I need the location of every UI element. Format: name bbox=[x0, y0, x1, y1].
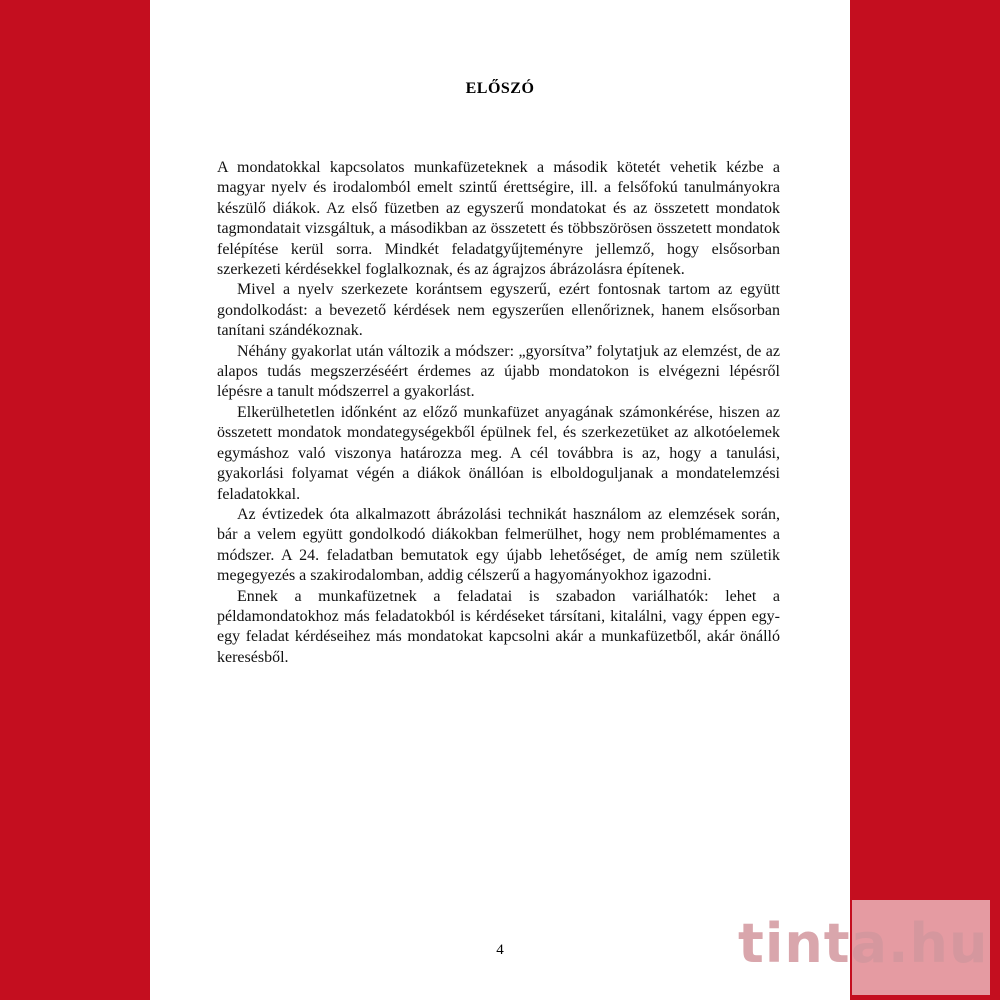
paragraph-4: Elkerülhetetlen időnként az előző munkafüzet anyagának számonkérése, hiszen az összetett mondatok mondategységekből épülnek fel, és szerkezetüket az alkotóelemek egymáshoz való viszonya határozza meg. A cél továbbra is az, hogy a tanulási, gyakorlási folyamat végén a diákok önállóan is elboldoguljanak a mondatelemzési feladatokkal. bbox=[217, 403, 780, 503]
paragraph-6: Ennek a munkafüzetnek a feladatai is szabadon variálhatók: lehet a példamondatokhoz más feladatokból is kérdéseket társítani, kitalálni, vagy éppen egy-egy feladat kérdéseihez más mondatokat kapcsolni akár a munkafüzetből, akár önálló keresésből. bbox=[217, 587, 780, 666]
watermark-logo: tinta.hu bbox=[738, 912, 989, 975]
page-title: ELŐSZÓ bbox=[465, 80, 535, 97]
body-text bbox=[217, 158, 780, 668]
paragraph-1: A mondatokkal kapcsolatos munkafüzeteknek a második kötetét vehetik kézbe a magyar nyelv és irodalomból emelt szintű érettségire, ill. a felsőfokú tanulmányokra készülő diákok. Az első füzetben az egyszerű mondatokat és az összetett mondatok tagmondatait vizsgáltuk, a másodikban az összetett és többszörösen összetett mondatok felépítése kerül sorra. Mindkét feladatgyűjteményre jellemző, hogy elsősorban szerkezeti kérdésekkel foglalkoznak, és az ágrajzos ábrázolásra építenek. bbox=[217, 159, 780, 279]
paragraph-2: Mivel a nyelv szerkezete korántsem egyszerű, ezért fontosnak tartom az együtt gondolkodást: a bevezető kérdések nem egyszerűen ellenőriznek, hanem elsősorban tanítani szándékoznak. bbox=[217, 281, 780, 340]
paragraph-3: Néhány gyakorlat után változik a módszer: „gyorsítva” folytatjuk az elemzést, de az alapos tudás megszerzéséért érdemes az újabb mondatokon is elvégezni lépésről lépésre a tanult módszerrel a gyakorlást. bbox=[217, 342, 780, 401]
page-number: 4 bbox=[496, 942, 504, 958]
paragraph-5: Az évtizedek óta alkalmazott ábrázolási technikát használom az elemzések során, bár a velem együtt gondolkodó diákokban felmerülhet, hogy nem problémamentes a módszer. A 24. feladatban bemutatok egy újabb lehetőséget, de amíg nem születik megegyezés a szakirodalomban, addig célszerű a hagyományokhoz igazodni. bbox=[217, 505, 780, 585]
document-page bbox=[150, 0, 850, 1000]
